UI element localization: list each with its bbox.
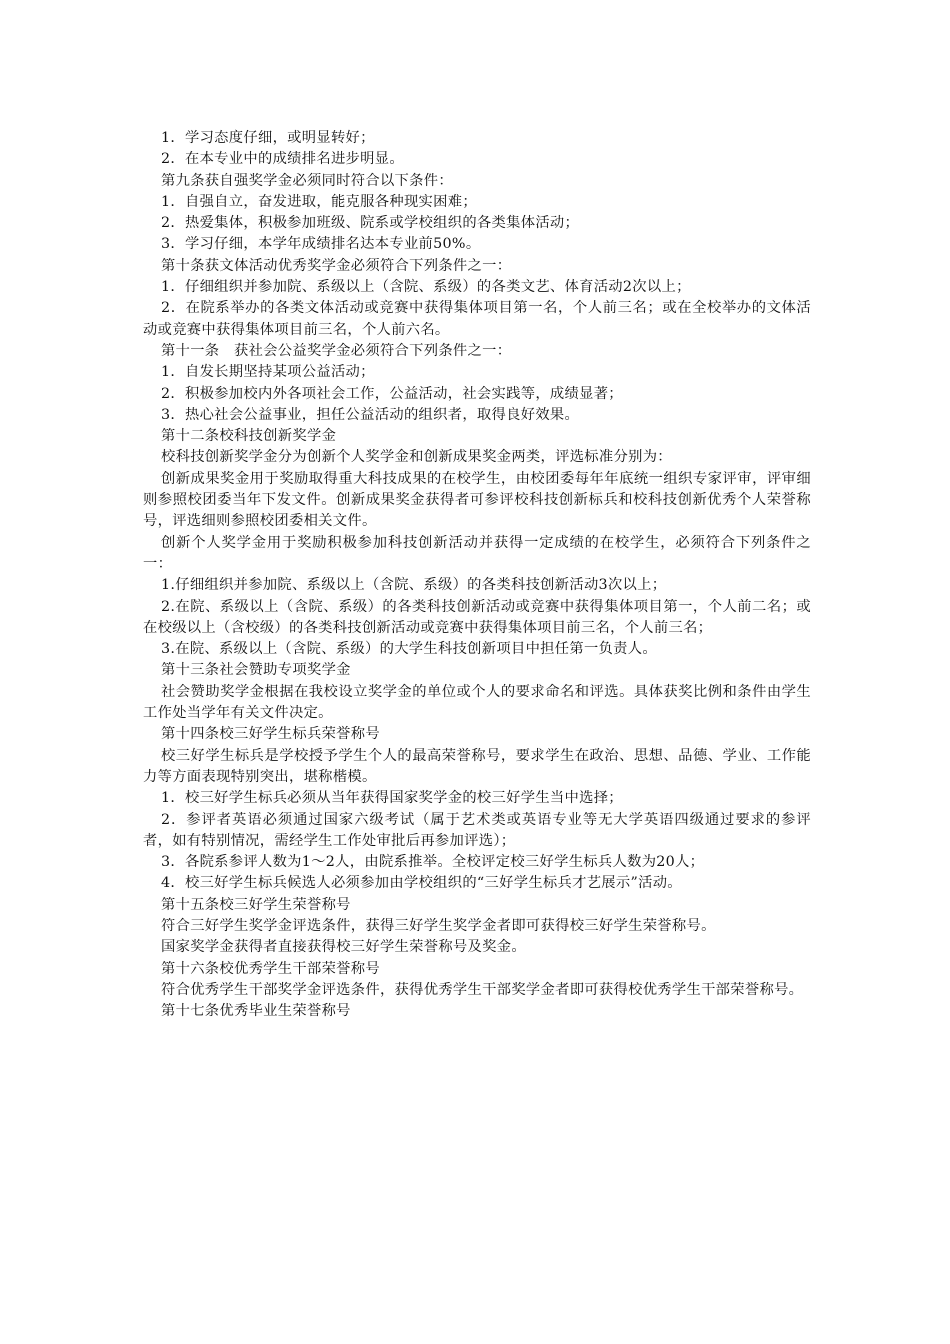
paragraph: 3．各院系参评人数为1～2人，由院系推举。全校评定校三好学生标兵人数为20人；	[161, 854, 705, 871]
paragraph: 校科技创新奖学金分为创新个人奖学金和创新成果奖金两类，评选标准分别为：	[161, 449, 672, 466]
paragraph: 符合三好学生奖学金评选条件，获得三好学生奖学金者即可获得校三好学生荣誉称号。	[161, 917, 716, 934]
paragraph: 校三好学生标兵是学校授予学生个人的最高荣誉称号，要求学生在政治、思想、品德、学业、工作能力等方面表现特别突出，堪称楷模。	[143, 747, 811, 785]
paragraph: 2.在院、系级以上（含院、系级）的各类科技创新活动或竞赛中获得集体项目第一，个人前二名；或在校级以上（含校级）的各类科技创新活动或竞赛中获得集体项目前三名，个人前三名；	[143, 598, 811, 636]
paragraph: 1．学习态度仔细，或明显转好；	[161, 130, 375, 146]
paragraph: 社会赞助奖学金根据在我校设立奖学金的单位或个人的要求命名和评选。具体获奖比例和条件由学生工作处当学年有关文件决定。	[143, 683, 811, 722]
paragraph: 国家奖学金获得者直接获得校三好学生荣誉称号及奖金。	[161, 939, 526, 956]
paragraph: 第十四条校三好学生标兵荣誉称号	[161, 726, 380, 743]
paragraph: 第十五条校三好学生荣誉称号	[161, 896, 351, 913]
paragraph: 2．在本专业中的成绩排名进步明显。	[161, 151, 404, 168]
paragraph: 第十六条校优秀学生干部荣誉称号	[161, 960, 380, 977]
paragraph: 创新个人奖学金用于奖励积极参加科技创新活动并获得一定成绩的在校学生，必须符合下列条件之一：	[143, 534, 811, 572]
paragraph: 4．校三好学生标兵候选人必须参加由学校组织的“三好学生标兵才艺展示”活动。	[161, 875, 682, 892]
paragraph: 符合优秀学生干部奖学金评选条件，获得优秀学生干部奖学金者即可获得校优秀学生干部荣誉称号。	[161, 981, 804, 998]
paragraph: 1．自强自立，奋发进取，能克服各种现实困难；	[161, 193, 477, 210]
paragraph: 2．热爱集体，积极参加班级、院系或学校组织的各类集体活动；	[161, 215, 580, 232]
paragraph: 第九条获自强奖学金必须同时符合以下条件：	[161, 172, 453, 189]
paragraph: 3．热心社会公益事业，担任公益活动的组织者，取得良好效果。	[161, 406, 580, 423]
paragraph: 创新成果奖金用于奖励取得重大科技成果的在校学生，由校团委每年年底统一组织专家评审，评审细则参照校团委当年下发文件。创新成果奖金获得者可参评校科技创新标兵和校科技创新优秀个人荣誉称号，评选细则参照校团委相关文件。	[143, 470, 811, 530]
paragraph: 第十三条社会赞助专项奖学金	[161, 662, 351, 679]
paragraph: 2．积极参加校内外各项社会工作，公益活动，社会实践等，成绩显著；	[161, 385, 623, 402]
paragraph: 3.在院、系级以上（含院、系级）的大学生科技创新项目中担任第一负责人。	[161, 641, 657, 658]
paragraph: 1．自发长期坚持某项公益活动；	[161, 364, 375, 381]
paragraph: 1.仔细组织并参加院、系级以上（含院、系级）的各类科技创新活动3次以上；	[161, 577, 667, 594]
document-body	[143, 128, 811, 1022]
paragraph: 2．在院系举办的各类文体活动或竞赛中获得集体项目第一名，个人前三名；或在全校举办的文体活动或竞赛中获得集体项目前三名，个人前六名。	[143, 300, 811, 338]
paragraph: 3．学习仔细，本学年成绩排名达本专业前50%。	[161, 236, 481, 253]
paragraph: 第十二条校科技创新奖学金	[161, 428, 337, 445]
paragraph: 第十七条优秀毕业生荣誉称号	[161, 1003, 351, 1020]
paragraph: 1．仔细组织并参加院、系级以上（含院、系级）的各类文艺、体育活动2次以上；	[161, 279, 691, 296]
paragraph: 第十一条 获社会公益奖学金必须符合下列条件之一：	[161, 342, 512, 359]
paragraph: 第十条获文体活动优秀奖学金必须符合下列条件之一：	[161, 257, 512, 274]
paragraph: 1．校三好学生标兵必须从当年获得国家奖学金的校三好学生当中选择；	[161, 790, 623, 807]
paragraph: 2．参评者英语必须通过国家六级考试（属于艺术类或英语专业等无大学英语四级通过要求的参评者，如有特别情况，需经学生工作处审批后再参加评选）；	[143, 811, 811, 849]
